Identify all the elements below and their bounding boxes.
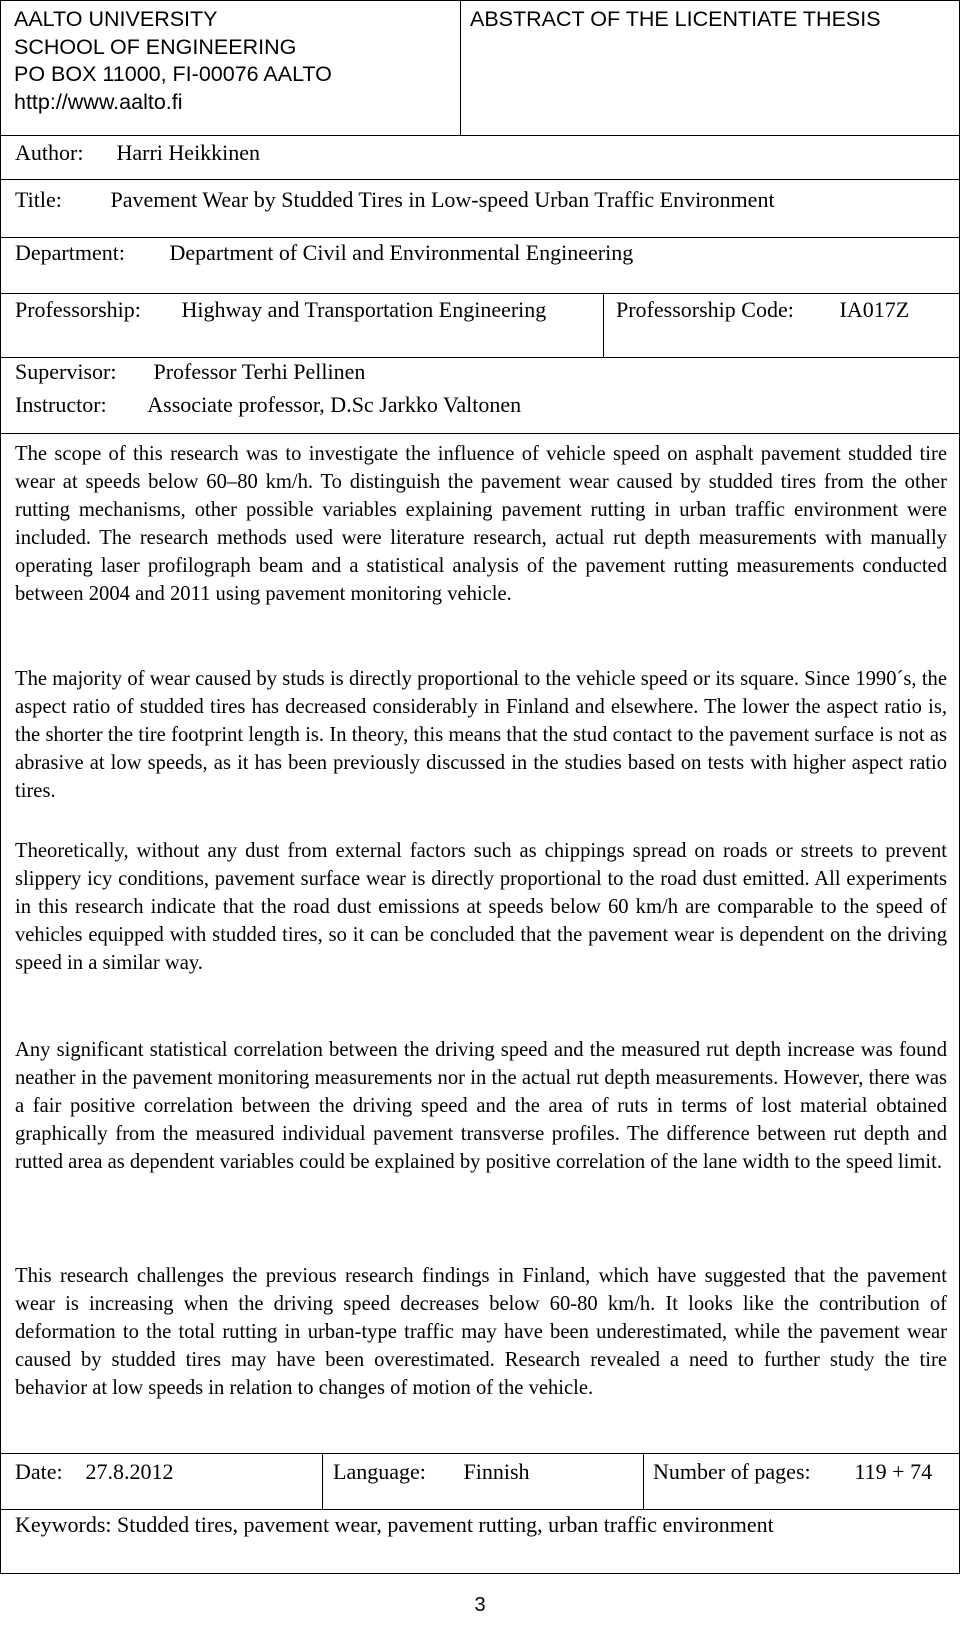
divider [1,1453,959,1454]
instructor-row [15,390,945,420]
footer-divider [322,1453,323,1509]
department-value: Department of Civil and Environmental Engineering [169,240,634,265]
professorship-row [15,295,595,325]
abstract-paragraph: The majority of wear caused by studs is directly proportional to the vehicle speed or its square. Since 1990´s, the aspect ratio of studded tires has decreased considerably in Finland and elsewhere. The lower the aspect ratio is, the shorter the tire footprint length is. In theory, this means that the stud contact to the pavement surface is not as abrasive at low speeds, as it has been previously discussed in the studies based on tests with higher aspect ratio tires. [15,668,947,802]
pages-cell [653,1457,953,1487]
divider [1,433,959,434]
professorship-label: Professorship: [15,297,141,322]
institution-block [14,6,454,116]
professorship-value: Highway and Transportation Engineering [181,297,547,322]
title-value: Pavement Wear by Studded Tires in Low-speed Urban Traffic Environment [110,187,775,212]
school-name: SCHOOL OF ENGINEERING [14,34,297,59]
postal-address: PO BOX 11000, FI-00076 AALTO [14,62,332,86]
document-type: ABSTRACT OF THE LICENTIATE THESIS [470,7,881,31]
language-label: Language: [333,1459,426,1484]
language-cell [333,1457,643,1487]
pages-label: Number of pages: [653,1459,811,1484]
date-label: Date: [15,1459,63,1484]
author-label: Author: [15,140,84,165]
keywords-row [15,1510,945,1540]
language-value: Finnish [463,1459,530,1484]
supervisor-value: Professor Terhi Pellinen [153,359,366,384]
department-label: Department: [15,240,125,265]
divider [1,179,959,180]
professorship-divider [603,293,604,357]
professorship-code-value: IA017Z [839,297,910,322]
date-value: 27.8.2012 [85,1459,174,1484]
instructor-value: Associate professor, D.Sc Jarkko Valtonen [147,392,522,417]
date-cell [15,1457,315,1487]
author-value: Harri Heikkinen [116,140,261,165]
pages-value: 119 + 74 [854,1459,933,1484]
title-label: Title: [15,187,62,212]
divider [1,135,959,136]
divider [1,293,959,294]
page-number: 3 [474,1594,486,1616]
professorship-code-row [616,295,956,325]
title-row [15,185,945,215]
instructor-label: Instructor: [15,392,107,417]
abstract-paragraph: Theoretically, without any dust from external factors such as chippings spread on roads or streets to prevent slippery icy conditions, pavement surface wear is directly proportional to the road dust emitted. All experiments in this research indicate that the road dust emissions at speeds below 60 km/h are comparable to the speed of vehicles equipped with studded tires, so it can be concluded that the pavement wear is dependent on the driving speed in a similar way. [15,840,947,974]
supervisor-label: Supervisor: [15,359,117,384]
department-row [15,238,945,268]
keywords-label: Keywords: [15,1512,112,1537]
footer-divider [643,1453,644,1509]
supervisor-row [15,357,945,387]
keywords-value: Studded tires, pavement wear, pavement rutting, urban traffic environment [117,1512,774,1537]
abstract-paragraph: The scope of this research was to investigate the influence of vehicle speed on asphalt pavement studded tire wear at speeds below 60–80 km/h. To distinguish the pavement wear caused by studded tires from the other rutting mechanisms, other possible variables explaining pavement rutting in urban traffic environment were included. The research methods used were literature research, actual rut depth measurements with manually operating laser profilograph beam and a statistical analysis of the pavement rutting measurements conducted between 2004 and 2011 using pavement monitoring vehicle. [15,443,947,605]
website-link: http://www.aalto.fi [14,89,183,114]
abstract-paragraph: Any significant statistical correlation between the driving speed and the measured rut depth increase was found neather in the pavement monitoring measurements nor in the actual rut depth measurements. However, there was a fair positive correlation between the driving speed and the area of ruts in terms of lost material obtained graphically from the measured individual pavement transverse profiles. The difference between rut depth and rutted area as dependent variables could be explained by positive correlation of the lane width to the speed limit. [15,1039,947,1173]
author-row [15,138,945,168]
abstract-paragraph: This research challenges the previous research findings in Finland, which have suggested that the pavement wear is increasing when the driving speed decreases below 60-80 km/h. It looks like the contribution of deformation to the total rutting in urban-type traffic may have been underestimated, while the pavement wear caused by studded tires may have been overestimated. Research revealed a need to further study the tire behavior at low speeds in relation to changes of motion of the vehicle. [15,1265,947,1399]
institution-name: AALTO UNIVERSITY [14,7,218,31]
header-divider [460,1,461,135]
professorship-code-label: Professorship Code: [616,297,794,322]
